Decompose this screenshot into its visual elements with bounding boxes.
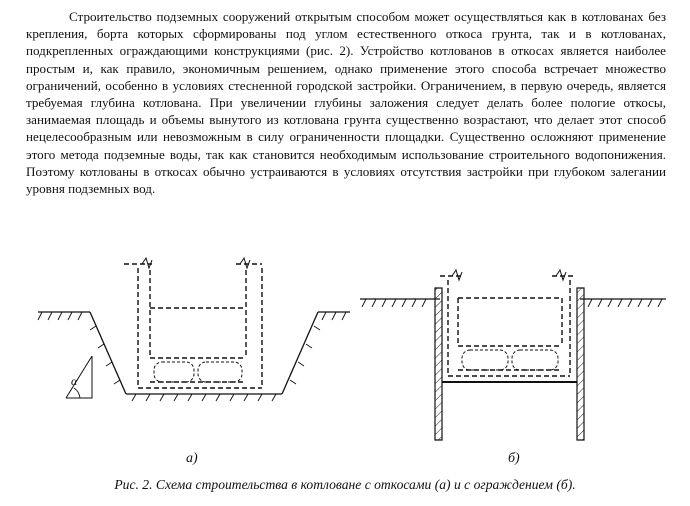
angle-alpha-label: α (71, 374, 78, 388)
figure-label-a: а) (186, 451, 198, 466)
figure-drawing (0, 250, 690, 465)
body-paragraph: Строительство подземных сооружений открытым способом может осуществляться как в котлованах без крепления, борта которых сформированы под углом естественного откоса грунта, так и в котлованах, подкрепленных ограждающими конструкциями (рис. 2). Устройство котлованов в откосах является наиболее простым и, как правило, экономичным решением, однако применение этого способа встречает множество ограничений, особенно в условиях стесненной городской застройки. Ограничением, в первую очередь, является требуемая глубина котлована. При увеличении глубины заложения следует делать более пологие откосы, занимаемая площадь и объемы вынутого из котлована грунта существенно возрастают, что делает этот способ нецелесообразным или невозможным в силу ограниченности площадки. Существенно осложняют применение этого метода подземные воды, так как становится необходимым использование строительного водопонижения. Поэтому котлованы в откосах обычно устраиваются в условиях отсутствия застройки при глубоком залегании уровня подземных вод. (26, 9, 666, 197)
figure-caption: Рис. 2. Схема строительства в котловане с откосами (а) и с ограждением (б). (114, 477, 576, 492)
excavation-retaining-drawing (360, 270, 666, 440)
figure-2 (0, 250, 690, 465)
figure-label-b: б) (508, 451, 520, 466)
excavation-slopes-drawing (38, 258, 350, 401)
